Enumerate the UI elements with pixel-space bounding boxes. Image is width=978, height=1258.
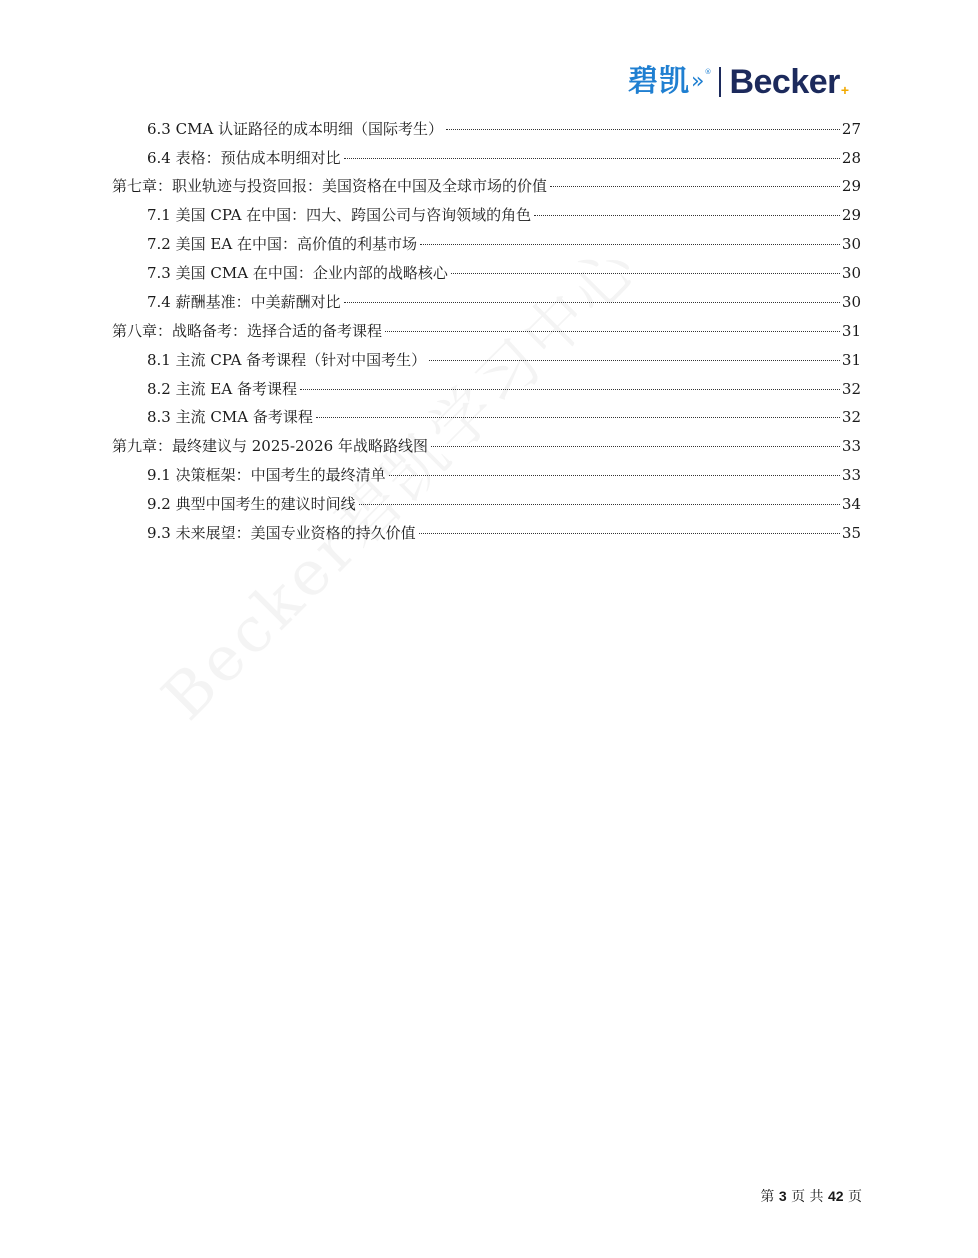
toc-leader-dots xyxy=(389,475,840,476)
toc-leader-dots xyxy=(359,504,840,505)
toc-entry[interactable] xyxy=(147,378,861,400)
toc-chapter-entry[interactable] xyxy=(112,320,861,342)
toc-entry-title: 7.1 美国 CPA 在中国：四大、跨国公司与咨询领域的角色 xyxy=(147,206,532,224)
toc-leader-dots xyxy=(429,360,840,361)
toc-entry-title: 第九章：最终建议与 2025-2026 年战略路线图 xyxy=(112,437,428,455)
toc-entry[interactable] xyxy=(147,233,861,255)
toc-entry-page: 32 xyxy=(841,380,861,398)
logo-english-text: Becker xyxy=(729,63,840,101)
toc-entry-title: 8.3 主流 CMA 备考课程 xyxy=(147,408,313,426)
toc-leader-dots xyxy=(300,389,840,390)
toc-entry-page: 31 xyxy=(841,351,861,369)
footer-middle: 页 共 xyxy=(791,1189,824,1205)
toc-entry[interactable] xyxy=(147,291,861,313)
toc-entry-page: 29 xyxy=(841,177,861,195)
toc-entry-page: 30 xyxy=(841,293,861,311)
toc-entry-title: 7.3 美国 CMA 在中国：企业内部的战略核心 xyxy=(147,264,448,282)
toc-entry-title: 第七章：职业轨迹与投资回报：美国资格在中国及全球市场的价值 xyxy=(112,177,548,195)
toc-entry-title: 9.3 未来展望：美国专业资格的持久价值 xyxy=(147,524,416,542)
toc-entry-title: 8.2 主流 EA 备考课程 xyxy=(147,380,297,398)
registered-icon: ® xyxy=(704,68,712,76)
toc-chapter-entry[interactable] xyxy=(112,435,861,457)
footer-prefix: 第 xyxy=(760,1189,775,1205)
toc-entry-page: 33 xyxy=(841,437,861,455)
toc-entry-page: 32 xyxy=(841,408,861,426)
toc-leader-dots xyxy=(431,446,840,447)
toc-entry-title: 7.4 薪酬基准：中美薪酬对比 xyxy=(147,293,341,311)
toc-leader-dots xyxy=(316,417,840,418)
toc-leader-dots xyxy=(344,158,840,159)
page-number-footer xyxy=(760,1186,862,1207)
toc-entry[interactable] xyxy=(147,406,861,428)
toc-entry-title: 第八章：战略备考：选择合适的备考课程 xyxy=(112,322,383,340)
toc-entry-page: 31 xyxy=(841,322,861,340)
toc-entry-page: 28 xyxy=(841,149,861,167)
toc-leader-dots xyxy=(446,129,840,130)
toc-entry[interactable] xyxy=(147,147,861,169)
logo-chevron-icon: » xyxy=(691,69,705,94)
toc-entry-title: 9.2 典型中国考生的建议时间线 xyxy=(147,495,356,513)
toc-entry[interactable] xyxy=(147,464,861,486)
total-page-count: 42 xyxy=(827,1188,844,1204)
toc-entry-page: 33 xyxy=(841,466,861,484)
toc-entry-page: 27 xyxy=(841,120,861,138)
toc-entry[interactable] xyxy=(147,262,861,284)
toc-entry-title: 7.2 美国 EA 在中国：高价值的利基市场 xyxy=(147,235,417,253)
current-page-number: 3 xyxy=(778,1188,787,1204)
toc-entry[interactable] xyxy=(147,493,861,515)
toc-entry-page: 29 xyxy=(841,206,861,224)
toc-entry-page: 35 xyxy=(841,524,861,542)
toc-entry[interactable] xyxy=(147,349,861,371)
toc-entry[interactable] xyxy=(147,522,861,544)
becker-logo xyxy=(628,62,849,102)
toc-entry[interactable] xyxy=(147,118,861,140)
toc-entry-page: 30 xyxy=(841,264,861,282)
logo-plus-icon: + xyxy=(840,82,850,98)
logo-chinese-text: 碧凯 xyxy=(628,64,690,99)
toc-entry-page: 34 xyxy=(841,495,861,513)
toc-chapter-entry[interactable] xyxy=(112,175,861,197)
toc-entry-title: 6.3 CMA 认证路径的成本明细（国际考生） xyxy=(147,120,444,138)
toc-leader-dots xyxy=(451,273,840,274)
toc-leader-dots xyxy=(420,244,840,245)
toc-leader-dots xyxy=(534,215,840,216)
toc-leader-dots xyxy=(385,331,840,332)
footer-suffix: 页 xyxy=(848,1189,862,1205)
toc-entry-title: 6.4 表格：预估成本明细对比 xyxy=(147,149,341,167)
toc-entry-title: 8.1 主流 CPA 备考课程（针对中国考生） xyxy=(147,351,427,369)
toc-entry[interactable] xyxy=(147,204,861,226)
toc-entry-page: 30 xyxy=(841,235,861,253)
toc-entry-title: 9.1 决策框架：中国考生的最终清单 xyxy=(147,466,386,484)
toc-leader-dots xyxy=(550,186,840,187)
toc-leader-dots xyxy=(344,302,840,303)
logo-divider xyxy=(719,67,721,97)
toc-leader-dots xyxy=(419,533,840,534)
